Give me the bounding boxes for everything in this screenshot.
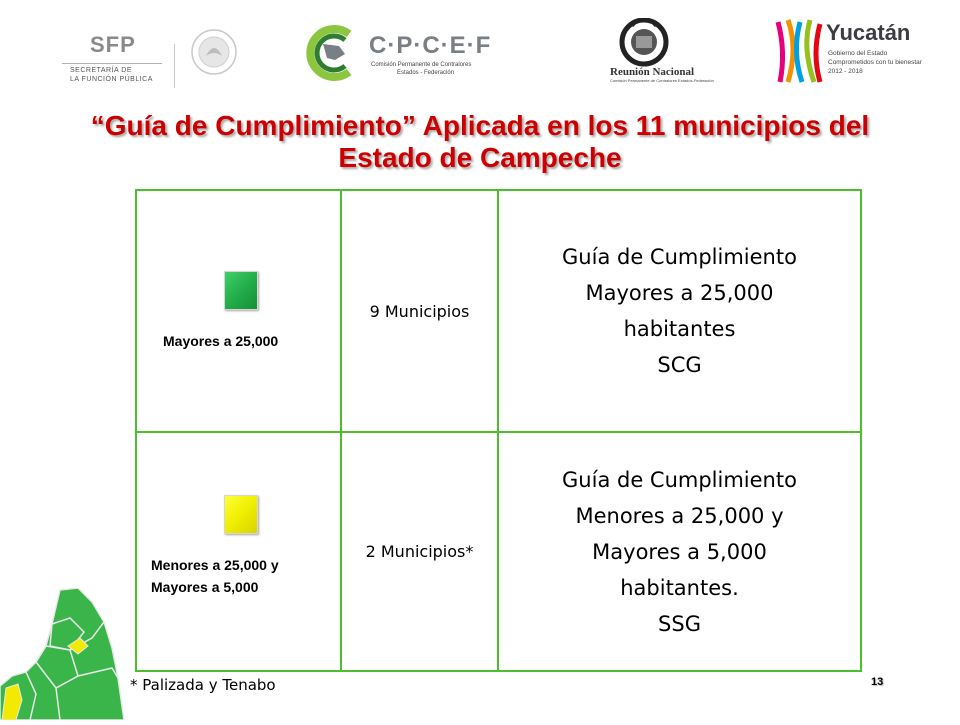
footnote: * Palizada y Tenabo <box>130 676 276 694</box>
cpcef-name: C·P·C·E·F <box>369 32 492 59</box>
guide-line: SCG <box>657 353 702 377</box>
slide-title-line2: Estado de Campeche <box>338 142 622 173</box>
table-row <box>136 432 861 671</box>
guide-line: Mayores a 5,000 <box>592 539 767 564</box>
guide-line: Mayores a 25,000 <box>585 281 774 305</box>
guide-line: habitantes. <box>620 575 739 600</box>
sfp-line1: SECRETARÍA DE <box>70 67 132 74</box>
page-number: 13 <box>871 676 884 688</box>
category-cell <box>136 190 341 432</box>
category-label: Mayores a 5,000 <box>151 579 259 595</box>
yucatan-line3: 2012 - 2018 <box>828 68 863 75</box>
slide-title-line1: “Guía de Cumplimiento” Aplicada en los 11 municipios del <box>90 110 870 141</box>
guide-cell <box>498 190 861 432</box>
guide-line: Menores a 25,000 y <box>575 503 784 528</box>
sfp-acronym: SFP <box>90 32 136 57</box>
sfp-logo <box>62 32 182 82</box>
sfp-line2: LA FUNCIÓN PÚBLICA <box>70 76 153 83</box>
reunion-nacional-logo <box>592 18 714 88</box>
category-cell <box>136 432 341 671</box>
guide-cell <box>498 432 861 671</box>
yucatan-line1: Gobierno del Estado <box>828 50 888 57</box>
green-indicator-square <box>224 271 258 310</box>
guide-line: Guía de Cumplimiento <box>562 467 797 492</box>
guide-line: habitantes <box>623 317 736 341</box>
header-logos <box>0 0 960 100</box>
yucatan-line2: Comprometidos con tu bienestar <box>828 59 922 66</box>
yellow-indicator-square <box>224 495 258 534</box>
yucatan-name: Yucatán <box>826 20 911 45</box>
table-row <box>136 190 861 432</box>
mexico-coat-of-arms-icon <box>190 28 238 76</box>
cpcef-logo <box>305 24 495 84</box>
category-label: Menores a 25,000 y <box>151 557 279 573</box>
reunion-line1: Reunión Nacional <box>610 66 695 78</box>
municipality-count: 9 Municipios <box>341 190 498 432</box>
cpcef-line2: Estados - Federación <box>397 70 455 76</box>
guide-line: Guía de Cumplimiento <box>562 245 797 269</box>
classification-table <box>135 189 862 672</box>
municipality-count: 2 Municipios* <box>341 432 498 671</box>
campeche-map <box>0 588 130 720</box>
slide-title <box>30 110 930 174</box>
reunion-line2: Comisión Permanente de Contralores Estados-Federación <box>610 78 714 83</box>
yucatan-logo <box>772 18 922 86</box>
cpcef-line1: Comisión Permanente de Contralores <box>371 62 472 68</box>
guide-line: SSG <box>658 611 701 636</box>
category-label: Mayores a 25,000 <box>163 333 279 349</box>
